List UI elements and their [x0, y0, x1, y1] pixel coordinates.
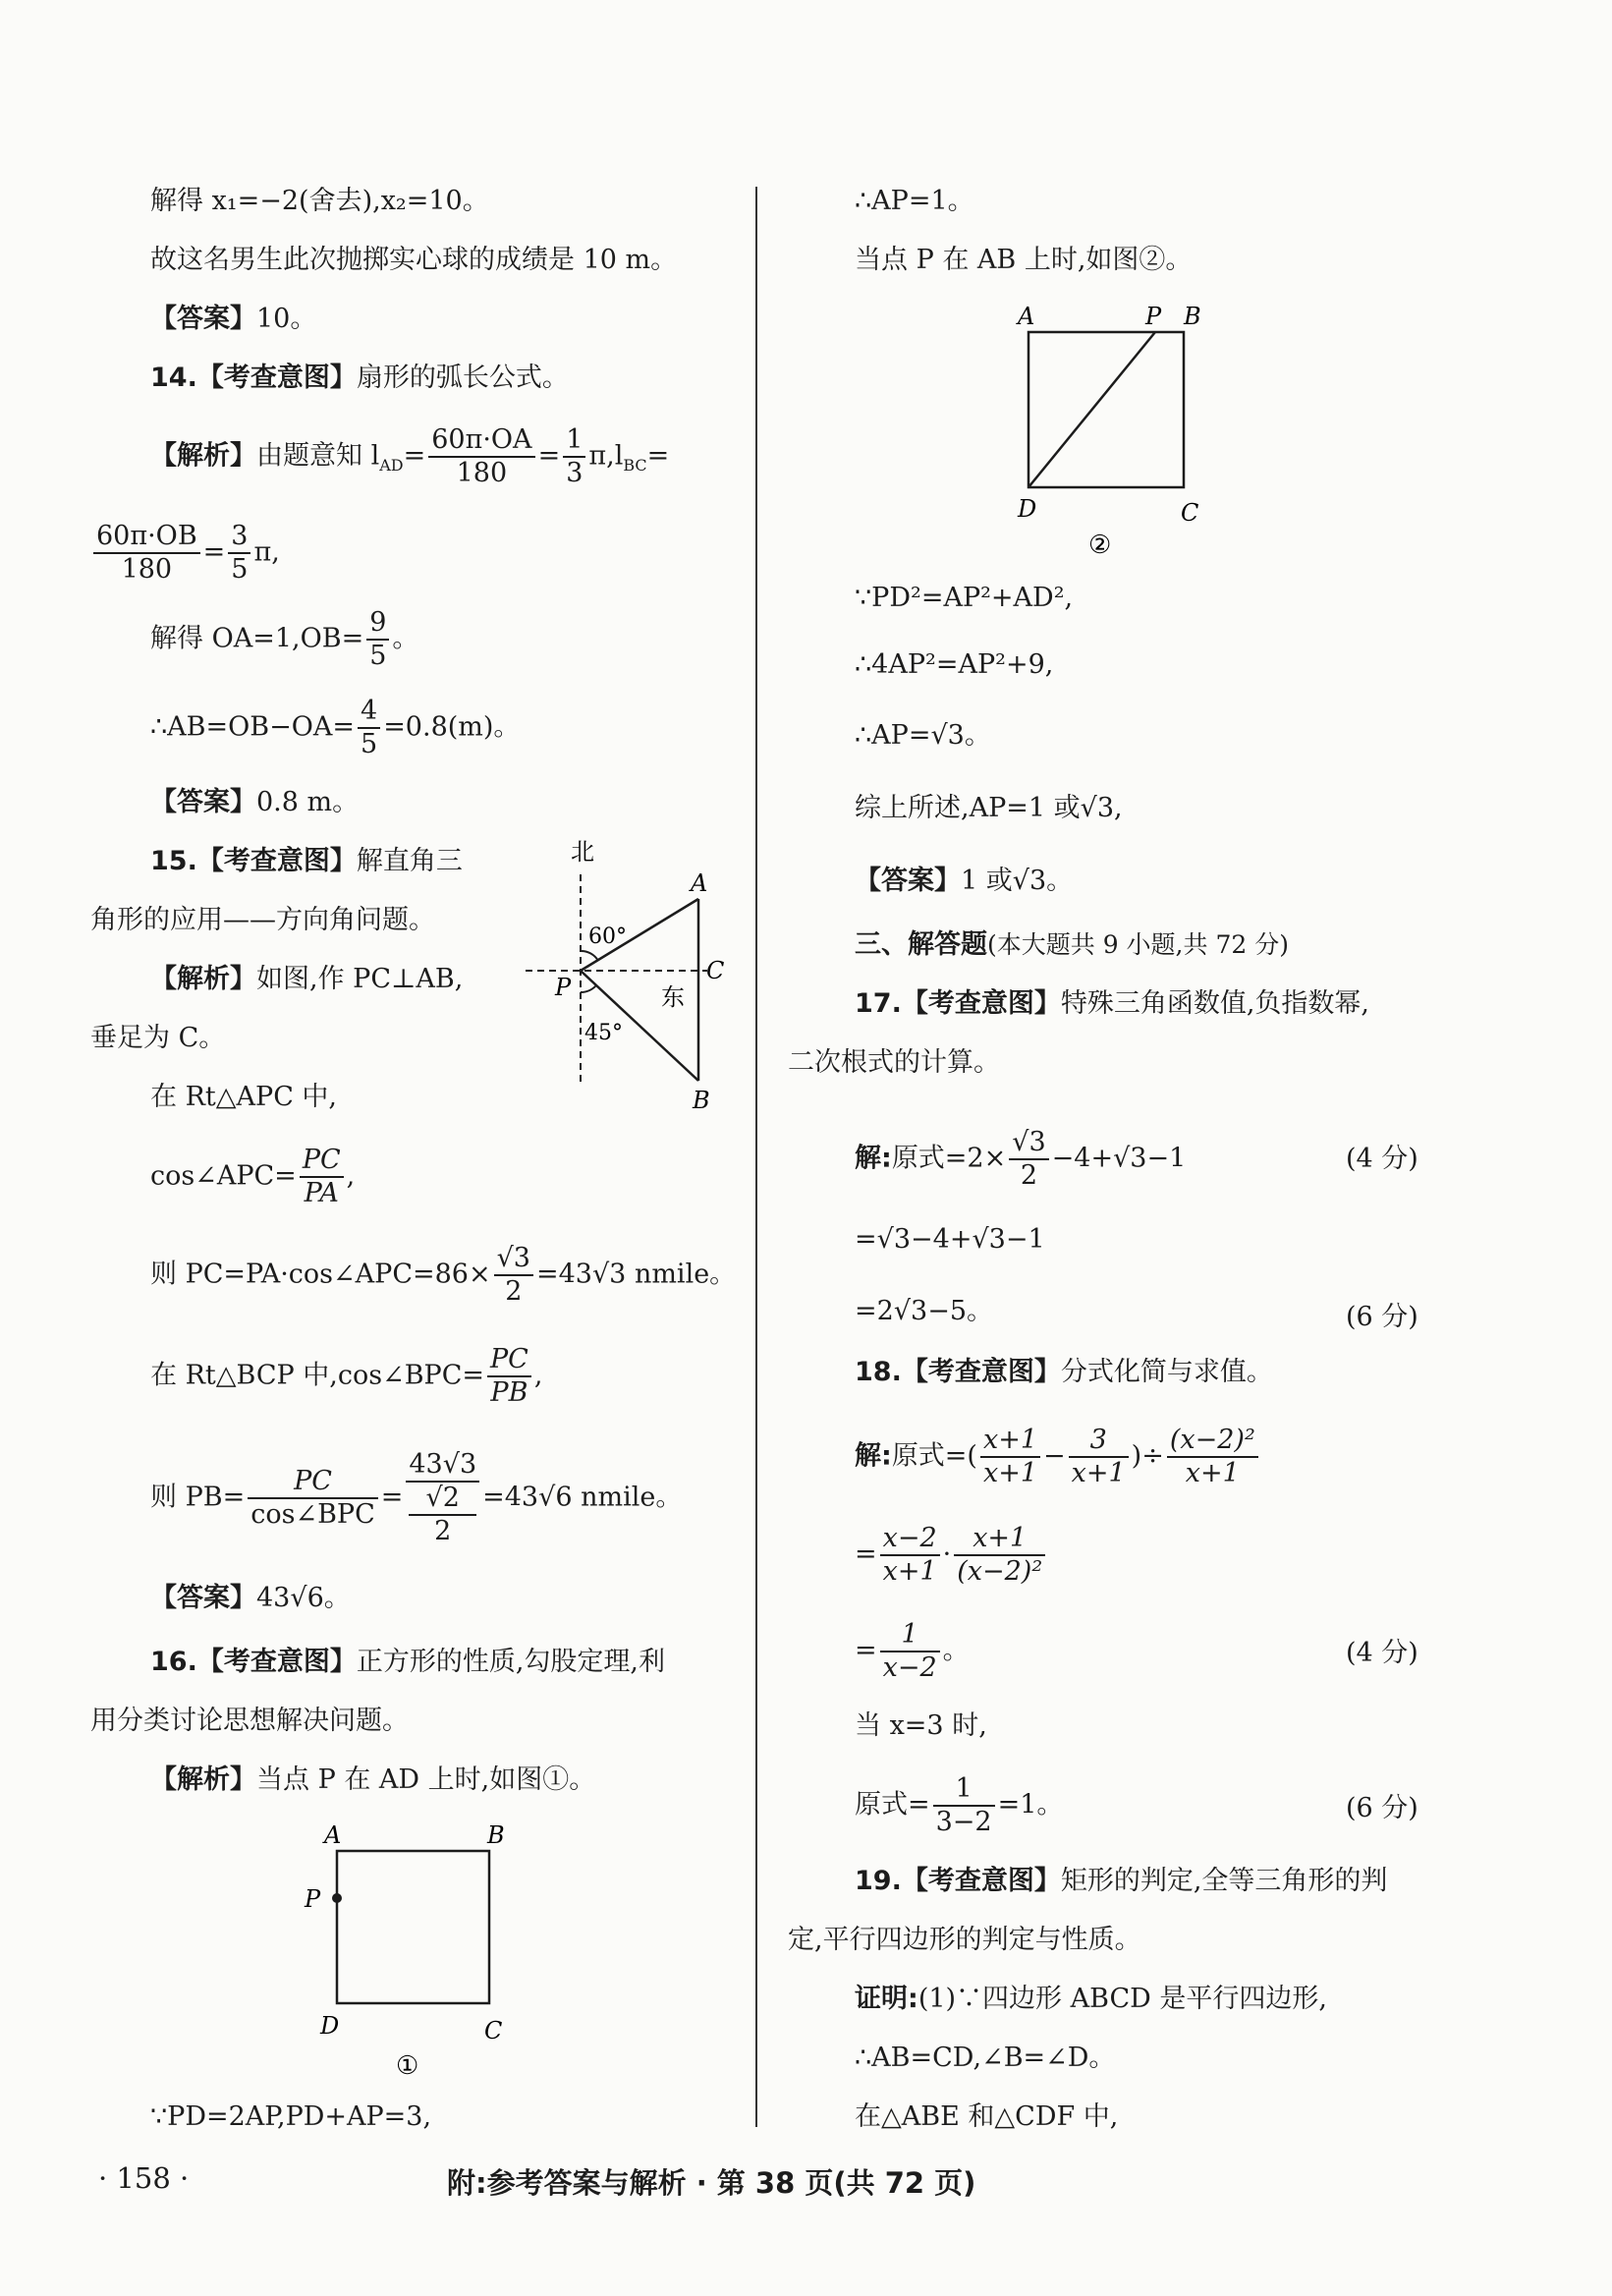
q18-intent: 18.【考查意图】分式化简与求值。	[855, 1357, 1273, 1387]
q16-intent: 16.【考查意图】正方形的性质,勾股定理,利	[150, 1647, 666, 1677]
q16-pd-line: ∵PD=2AP,PD+AP=3,	[150, 2101, 432, 2132]
q17-step1: 解:原式=2× $\frac{√3}{2}$ −4+√3−1	[855, 1127, 1187, 1191]
segment-pd	[1028, 332, 1155, 487]
vertex-d: D	[320, 2012, 340, 2040]
angle-60-label: 60°	[588, 924, 627, 949]
q15-intent-cont: 角形的应用——方向角问题。	[90, 905, 435, 935]
q15-cos-apc: cos∠APC= $\frac{PC}{PA}$ ,	[150, 1145, 356, 1208]
r-equation: ∴4AP²=AP²+9,	[855, 649, 1054, 680]
q18-step3: = $\frac{1}{x-2}$ 。	[855, 1619, 970, 1683]
q16-analysis: 【解析】当点 P 在 AD 上时,如图①。	[150, 1764, 596, 1795]
answer-13: 【答案】10。	[150, 304, 317, 334]
square-abcd	[337, 1851, 489, 2003]
figure-2-square	[992, 295, 1218, 565]
q15-analysis: 【解析】如图,作 PC⊥AB,	[150, 964, 464, 994]
figure-1-square	[295, 1816, 530, 2091]
point-p-dot	[332, 1893, 342, 1903]
q19-proof-2: ∴AB=CD,∠B=∠D。	[855, 2043, 1116, 2073]
q14-intent: 14.【考查意图】扇形的弧长公式。	[150, 363, 569, 393]
point-p-label: P	[305, 1885, 321, 1913]
q19-intent: 19.【考查意图】矩形的判定,全等三角形的判	[855, 1866, 1388, 1896]
q14-solve-oa: 解得 OA=1,OB= $\frac{9}{5}$ 。	[150, 607, 419, 671]
point-a: A	[691, 869, 708, 897]
r-case-ab: 当点 P 在 AB 上时,如图②。	[855, 245, 1193, 275]
solve-line: 解得 x₁=−2(舍去),x₂=10。	[150, 186, 489, 216]
vertex-b: B	[487, 1821, 505, 1849]
q18-step5: 原式= $\frac{1}{3-2}$ =1。	[855, 1773, 1064, 1837]
q14-arc-bc: $\frac{60\pi\cdot OB}{180}$ = $\frac{3}{5}$ π,	[90, 521, 280, 586]
q15-intent: 15.【考查意图】解直角三	[150, 846, 463, 876]
vertex-d-2: D	[1018, 495, 1037, 523]
r-summary: 综上所述,AP=1 或√3,	[855, 793, 1123, 823]
east-label: 东	[661, 983, 685, 1011]
point-c: C	[706, 957, 725, 984]
north-label: 北	[571, 838, 594, 866]
figure-2-label: ②	[1088, 531, 1112, 560]
footer-title: 附:参考答案与解析 · 第 38 页(共 72 页)	[447, 2166, 976, 2200]
vertex-b-2: B	[1184, 303, 1201, 330]
q15-pc: 则 PC=PA·cos∠APC=86× $\frac{√3}{2}$ =43√3 nmile。	[150, 1243, 737, 1307]
q18-step2: = $\frac{x-2}{x+1}$ · $\frac{x+1}{\text{(x−2)²}}$	[855, 1523, 1048, 1588]
r-ap-1: ∴AP=1。	[855, 186, 974, 216]
score-17b: (6 分)	[1346, 1302, 1418, 1332]
q14-ab: ∴AB=OB−OA= $\frac{4}{5}$ =0.8(m)。	[150, 696, 521, 759]
q14-analysis: 【解析】由题意知 $l_{AD}=$ $\frac{60\pi\cdot OA}{180}$ = $\frac{1}{3}$ $\pi,l_{BC}=$	[150, 424, 670, 488]
q17-intent-cont: 二次根式的计算。	[788, 1047, 1000, 1078]
r-ap-sqrt3: ∴AP=√3。	[855, 720, 991, 751]
vertex-a-2: A	[1018, 303, 1035, 330]
angle-60-arc	[581, 951, 598, 961]
q15-rt-apc: 在 Rt△APC 中,	[150, 1082, 338, 1112]
figure-15-direction	[506, 835, 732, 1115]
angle-45-arc	[581, 985, 596, 992]
score-18a: (4 分)	[1346, 1638, 1418, 1668]
q15-cos-bpc: 在 Rt△BCP 中,cos∠BPC= $\frac{PC}{PB}$ ,	[150, 1344, 543, 1408]
q14-answer: 【答案】0.8 m。	[150, 787, 360, 817]
vertex-a: A	[324, 1821, 342, 1849]
vertex-p-2: P	[1145, 303, 1162, 330]
left-column	[0, 0, 756, 2296]
vertex-c: C	[484, 2017, 503, 2044]
q17-intent: 17.【考查意图】特殊三角函数值,负指数幂,	[855, 988, 1370, 1019]
score-17a: (4 分)	[1346, 1144, 1418, 1174]
q15-pb: 则 PB= $\frac{PC}{\text{cos∠BPC}}$ = 43√3 √2 2 =43√6 nmile。	[150, 1449, 683, 1546]
r-answer-16: 【答案】1 或√3。	[855, 866, 1074, 896]
page-number: · 158 ·	[98, 2161, 190, 2195]
q19-intent-cont: 定,平行四边形的判定与性质。	[788, 1925, 1141, 1955]
vertex-c-2: C	[1181, 499, 1199, 527]
q19-proof-1: 证明:(1)∵四边形 ABCD 是平行四边形,	[855, 1984, 1327, 2014]
q19-proof-3: 在△ABE 和△CDF 中,	[855, 2101, 1119, 2132]
q17-step3: =2√3−5。	[855, 1296, 994, 1326]
q18-when: 当 x=3 时,	[855, 1710, 987, 1741]
score-18b: (6 分)	[1346, 1793, 1418, 1823]
angle-45-label: 45°	[584, 1021, 623, 1045]
right-column	[756, 0, 1612, 2296]
q15-answer: 【答案】43√6。	[150, 1583, 351, 1613]
result-line: 故这名男生此次抛掷实心球的成绩是 10 m。	[150, 245, 678, 275]
figure-1-label: ①	[396, 2051, 419, 2081]
point-p: P	[555, 974, 572, 1001]
q18-step1: 解:原式=( $\frac{x+1}{x+1}$ − $\frac{3}{x+1}$ )÷ $\frac{\text{(x−2)²}}{x+1}$	[855, 1425, 1261, 1489]
q16-intent-cont: 用分类讨论思想解决问题。	[90, 1706, 409, 1736]
q17-step2: =√3−4+√3−1	[855, 1224, 1045, 1255]
q15-foot: 垂足为 C。	[90, 1023, 226, 1053]
point-b: B	[693, 1087, 710, 1114]
square-abcd-2	[1028, 332, 1184, 487]
r-pythag: ∵PD²=AP²+AD²,	[855, 583, 1074, 613]
section-3-heading: 三、解答题(本大题共 9 小题,共 72 分)	[855, 929, 1289, 960]
